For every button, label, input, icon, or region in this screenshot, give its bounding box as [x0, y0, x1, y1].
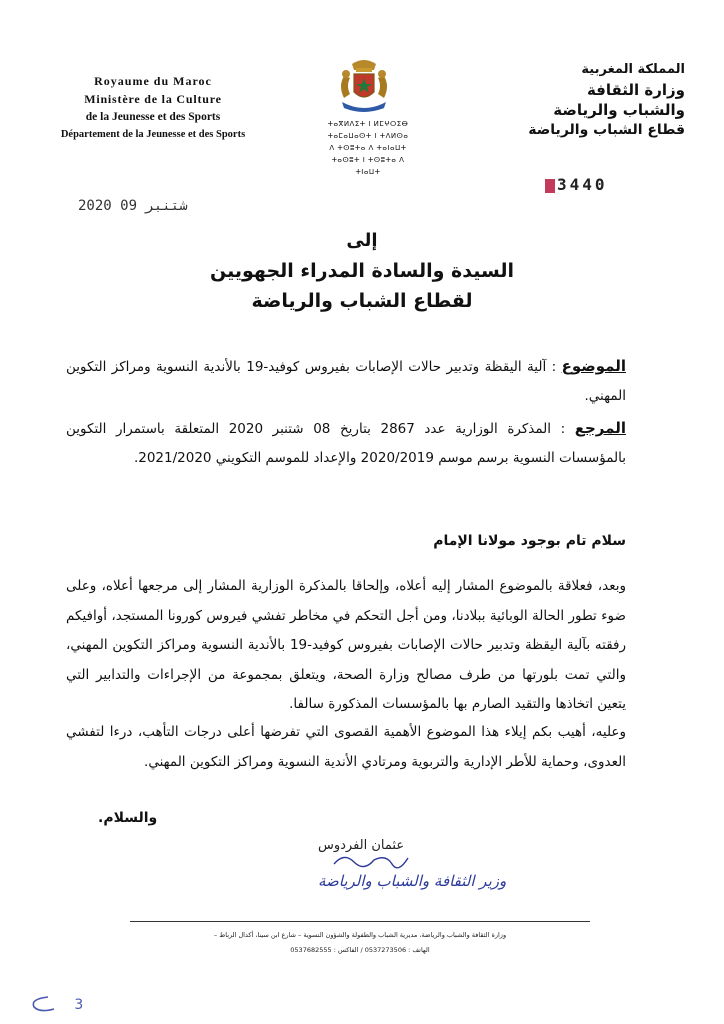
reference-number: 3440	[557, 175, 608, 194]
reference-number-stamp	[545, 175, 608, 194]
signature-name: عثمان الفردوس	[318, 838, 405, 853]
coat-of-arms-icon	[334, 58, 394, 116]
header-french	[48, 72, 258, 144]
addressee-line2: لقطاع الشباب والرياضة	[251, 290, 473, 312]
header-tif-line2: ⵜⴰⵎⴰⵡⴰⵙⵜ ⵏ ⵜⴷⵍⵙⴰ	[327, 132, 409, 140]
page-mark-number: 3	[74, 997, 84, 1013]
header-tif-line3: ⴷ ⵜⵙⵓⵜⴰ ⴷ ⵜⴰⵏⴰⵡⵜ	[329, 144, 407, 152]
body-paragraph-1: وبعد، فعلاقة بالموضوع المشار إليه أعلاه، وإلحاقا بالمذكرة الوزارية المشار إلى مرجعها أعلاه، وعلى ضوء تطور الحالة الوبائية ببلادنا، ومن أجل التحكم في مخاطر تفشي فيروس كورونا المستجد، أوافيكم رفقته بآلية اليقظة وتدبير حالات الإصابات بفيروس كوفيد-19 بالأندية النسوية ومراكز التكوين المهني، والتي تمت بلورتها من طرف مصالح وزارة الصحة، ويتعلق بمجموعة من الإجراءات والتدابير التي يتعين اتخاذها والتقيد الصارم بها بالمؤسسات المذكورة سالفا.	[66, 578, 626, 712]
footer-address: وزارة الثقافة والشباب والرياضة، مديرية الشباب والطفولة والشؤون النسوية – شارع ابن سينا، أكدال الرباط –	[213, 931, 507, 939]
signature-scribble-icon	[330, 850, 410, 872]
document-date: 2020 شتنبر 09	[78, 198, 188, 214]
subject-text: : آلية اليقظة وتدبير حالات الإصابات بفيروس كوفيد-19 بالأندية النسوية ومراكز التكوين المهني.	[66, 359, 626, 404]
header-fr-department: Département de la Jeunesse et des Sports	[60, 129, 246, 140]
header-fr-kingdom: Royaume du Maroc	[94, 74, 212, 88]
closing: والسلام.	[98, 810, 158, 826]
page-mark	[28, 990, 83, 1015]
stamp-mark-icon	[545, 179, 555, 193]
addressee-to: إلى	[346, 230, 378, 251]
header-ar-ministry: وزارة الثقافة	[586, 81, 685, 99]
reference-label: المرجع	[574, 419, 626, 437]
header-fr-ministry: Ministère de la Culture	[84, 92, 222, 106]
subject-label: الموضوع	[561, 357, 627, 375]
header-arabic	[505, 60, 685, 140]
greeting: سلام تام بوجود مولانا الإمام	[433, 533, 626, 549]
header-fr-ministry-cont: de la Jeunesse et des Sports	[85, 111, 221, 123]
header-tif-line1: ⵜⴰⴳⵍⴷⵉⵜ ⵏ ⵍⵎⵖⵔⵉⴱ	[327, 120, 409, 128]
reference-text: : المذكرة الوزارية عدد 2867 بتاريخ 08 شتنبر 2020 المتعلقة باستمرار التكوين بالمؤسسات النسوية برسم موسم 2020/2019 والإعداد للموسم التكويني 2021/2020.	[66, 421, 626, 466]
body-paragraph-2: وعليه، أهيب بكم إيلاء هذا الموضوع الأهمية القصوى التي تفرضها أعلى درجات التأهب، درءا لتفشي العدوى، وحماية للأطر الإدارية والتربوية ومرتادي الأندية النسوية ومراكز التكوين المهني.	[66, 724, 626, 770]
reference-paragraph	[66, 414, 626, 473]
header-tif-line4: ⵜⴰⵙⵓⵜ ⵏ ⵜⵙⵓⵜⴰ ⴷ ⵜⵏⴰⵡⵜ	[331, 156, 405, 176]
header-ar-department: قطاع الشباب والرياضة	[528, 122, 685, 138]
header-ar-kingdom: المملكة المغربية	[581, 62, 685, 77]
subject-paragraph	[66, 352, 626, 411]
footer-divider	[130, 921, 590, 922]
signature-title: وزير الثقافة والشباب والرياضة	[318, 872, 507, 890]
header-tifinagh	[322, 118, 414, 178]
footer-contact: الهاتف : 0537273506 / الفاكس : 0537682555	[290, 946, 430, 954]
header-ar-ministry-cont: والشباب والرياضة	[553, 101, 685, 119]
addressee-line1: السيدة والسادة المدراء الجهويين	[210, 260, 514, 282]
